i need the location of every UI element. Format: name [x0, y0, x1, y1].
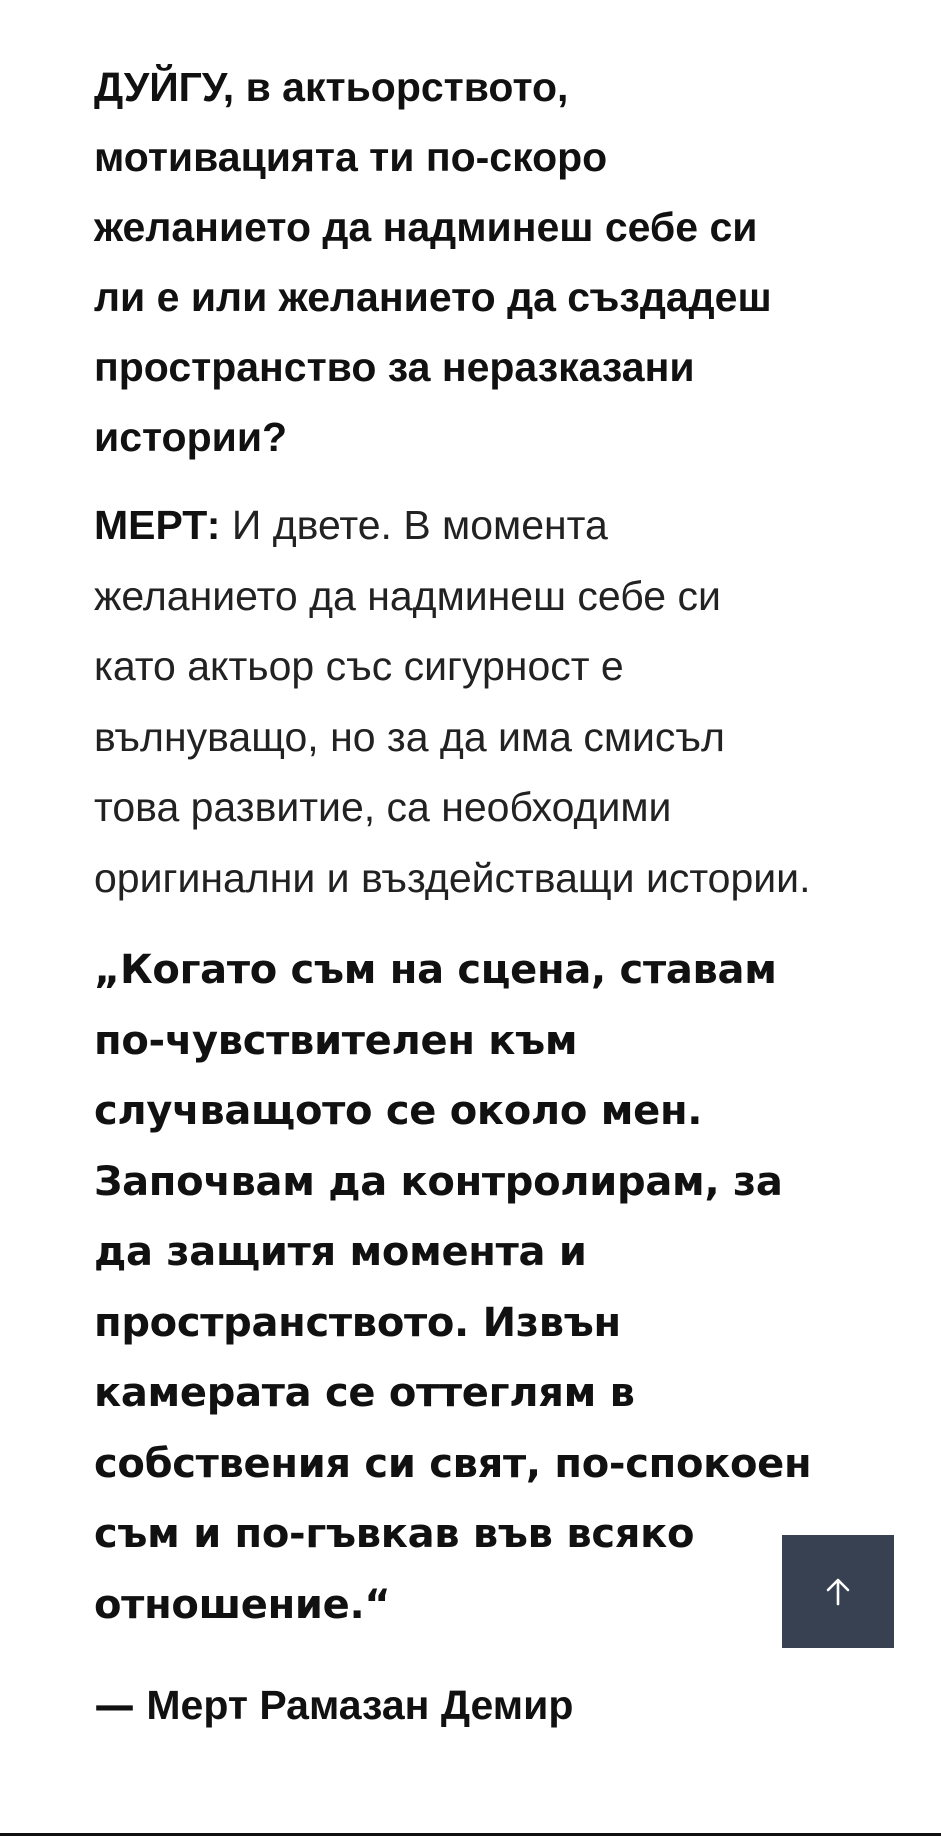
attribution-dash: —	[94, 1681, 135, 1729]
answer-speaker: МЕРТ:	[94, 502, 221, 548]
interview-answer	[94, 490, 814, 913]
back-to-top-button[interactable]	[782, 1535, 894, 1648]
quote-attribution	[94, 1670, 814, 1740]
answer-text: И двете. В момента желанието да надминеш себе си като актьор със сигурност е вълнуващо, но за да има смисъл това развитие, са необходими оригинални и въздействащи истории.	[94, 502, 811, 901]
attribution-name: Мерт Рамазан Демир	[146, 1682, 574, 1728]
arrow-up-icon	[823, 1577, 853, 1607]
pull-quote: „Когато съм на сцена, ставам по-чувствителен към случващото се около мен. Започвам да контролирам, за да защитя момента и пространството. Извън камерата се оттеглям в собствения си свят, по-спокоен съм и по-гъвкав във всяко отношение.“	[94, 947, 812, 1628]
article-body	[94, 52, 814, 1740]
interview-question: ДУЙГУ, в актьорството, мотивацията ти по-скоро желанието да надминеш себе си ли е или желанието да създадеш пространство за неразказани истории?	[94, 64, 772, 460]
